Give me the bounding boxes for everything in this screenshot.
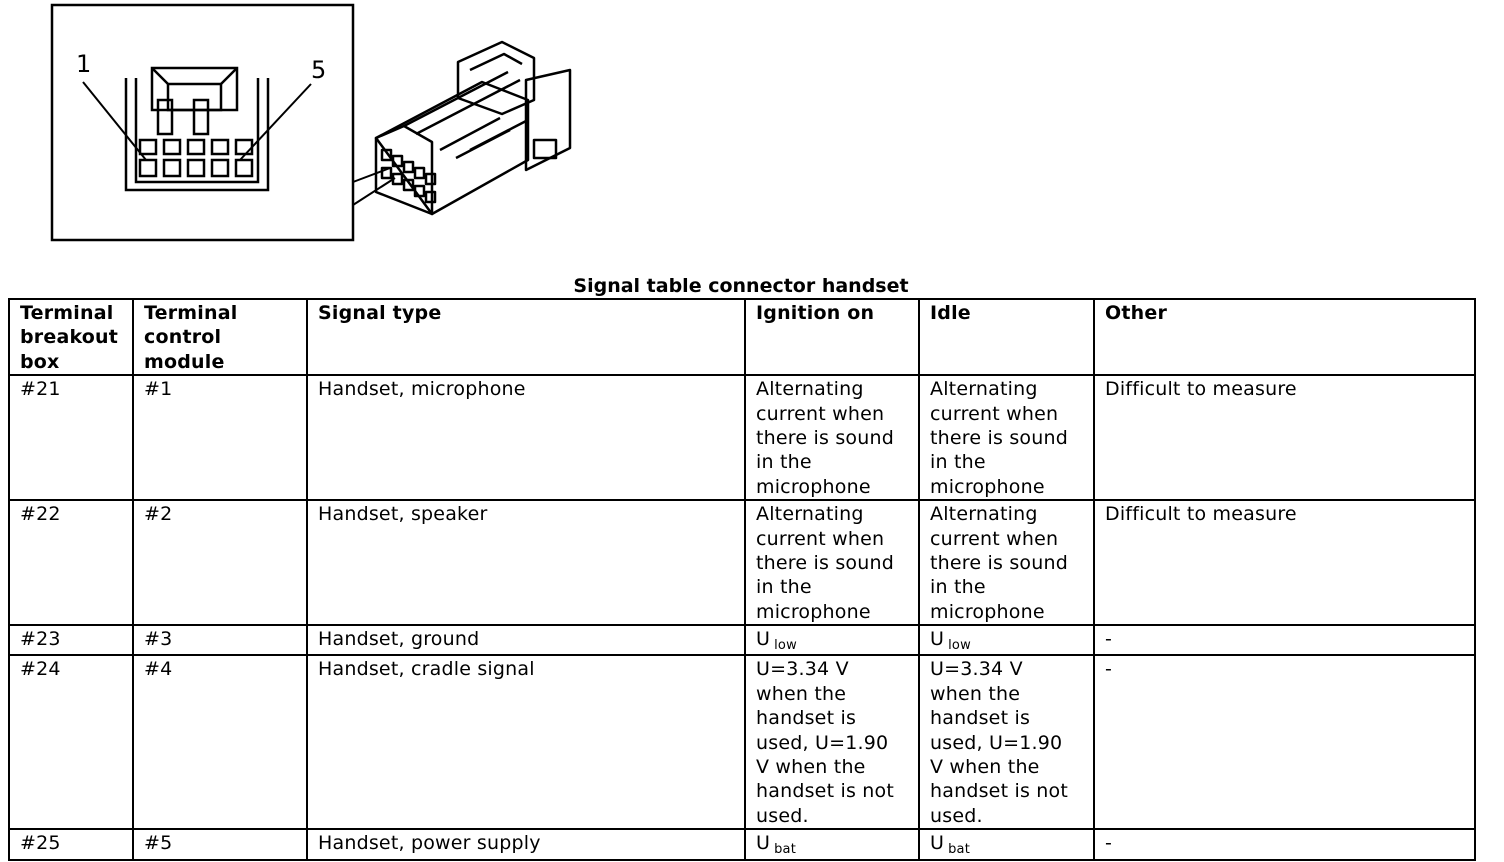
cell-breakout: #21: [9, 375, 133, 500]
header-other: Other: [1094, 299, 1475, 375]
connector-body: [376, 42, 570, 214]
signal-table: [8, 298, 1476, 861]
cell-ignition: U $_{bat}$: [745, 829, 919, 860]
pin-label-1: 1: [76, 50, 92, 78]
cell-signal: Handset, microphone: [307, 375, 745, 500]
table-row: [9, 375, 1475, 500]
cell-module: #1: [133, 375, 307, 500]
connector-illustration: [0, 0, 600, 250]
cell-breakout: #23: [9, 625, 133, 655]
cell-other: -: [1094, 655, 1475, 829]
cell-signal: Handset, speaker: [307, 500, 745, 625]
table-caption: Signal table connector handset: [573, 275, 909, 297]
header-ignition-on: Ignition on: [745, 299, 919, 375]
cell-ignition: Alternating current when there is sound in the microphone: [745, 500, 919, 625]
header-terminal-breakout-box: Terminal breakout box: [9, 299, 133, 375]
cell-breakout: #22: [9, 500, 133, 625]
cell-ignition: U=3.34 V when the handset is used, U=1.90 V when the handset is not used.: [745, 655, 919, 829]
leader-line-5: [240, 84, 311, 160]
inset-frame: [52, 5, 353, 240]
cell-idle: U $_{bat}$: [919, 829, 1094, 860]
cell-other: Difficult to measure: [1094, 500, 1475, 625]
cell-signal: Handset, power supply: [307, 829, 745, 860]
cell-signal: Handset, cradle signal: [307, 655, 745, 829]
cell-ignition: Alternating current when there is sound in the microphone: [745, 375, 919, 500]
connector-face: [126, 68, 268, 190]
cell-idle: U=3.34 V when the handset is used, U=1.90 V when the handset is not used.: [919, 655, 1094, 829]
header-idle: Idle: [919, 299, 1094, 375]
header-row: [9, 299, 1475, 375]
cell-module: #3: [133, 625, 307, 655]
table-row: [9, 829, 1475, 860]
cell-ignition: U $_{low}$: [745, 625, 919, 655]
cell-module: #4: [133, 655, 307, 829]
cell-idle: Alternating current when there is sound in the microphone: [919, 500, 1094, 625]
header-signal-type: Signal type: [307, 299, 745, 375]
header-terminal-control-module: Terminal control module: [133, 299, 307, 375]
table-row: [9, 625, 1475, 655]
callout-line-top: [353, 168, 390, 182]
connector-drawing: [0, 0, 600, 250]
cell-other: Difficult to measure: [1094, 375, 1475, 500]
pin-label-5: 5: [311, 56, 327, 84]
cell-other: -: [1094, 829, 1475, 860]
cell-idle: U $_{low}$: [919, 625, 1094, 655]
cell-module: #5: [133, 829, 307, 860]
table-row: [9, 500, 1475, 625]
cell-signal: Handset, ground: [307, 625, 745, 655]
cell-breakout: #25: [9, 829, 133, 860]
callout-line-bottom: [353, 178, 395, 205]
cell-breakout: #24: [9, 655, 133, 829]
cell-idle: Alternating current when there is sound in the microphone: [919, 375, 1094, 500]
cell-module: #2: [133, 500, 307, 625]
cell-other: -: [1094, 625, 1475, 655]
table-row: [9, 655, 1475, 829]
